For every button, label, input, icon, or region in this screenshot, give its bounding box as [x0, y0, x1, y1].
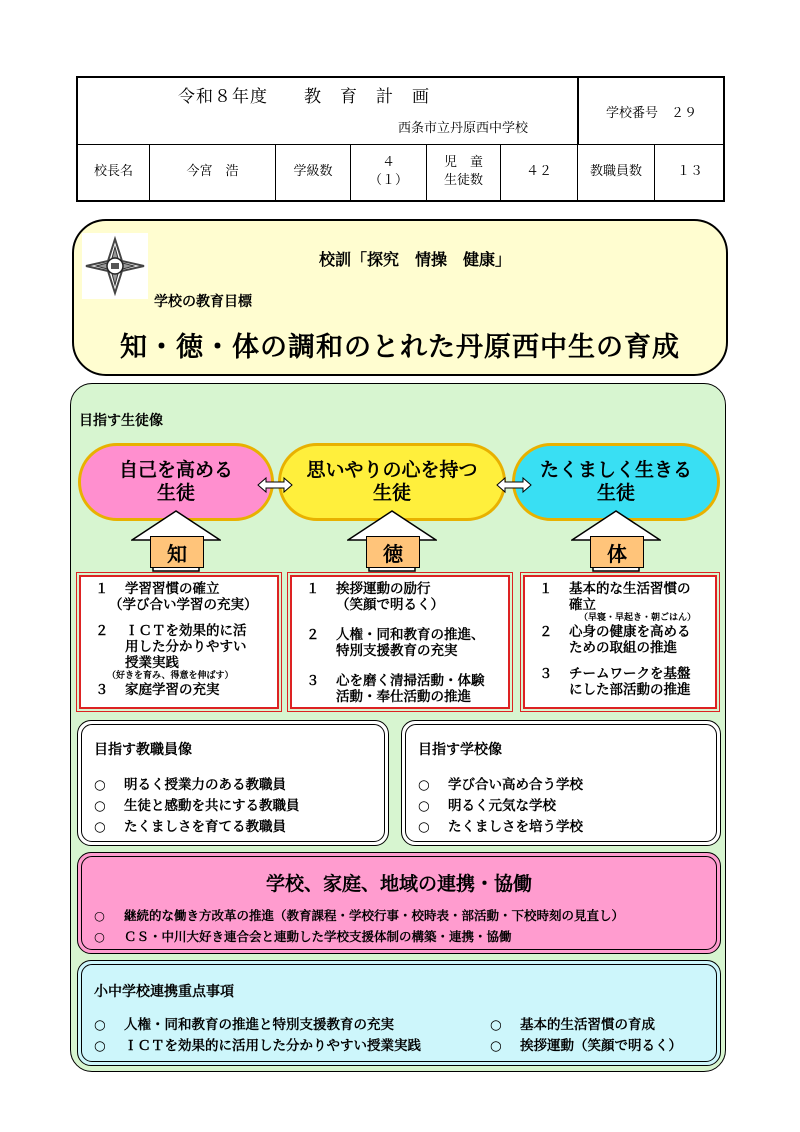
list-item: ○ 学び合い高め合う学校: [418, 777, 583, 793]
list-item: ○ たくましさを育てる教職員: [94, 819, 286, 835]
list-item: ○ 明るく元気な学校: [418, 798, 556, 814]
classes-value: ４: [381, 155, 395, 170]
pill-self-improve: 自己を高める 生徒: [78, 443, 274, 521]
list-item: ○ 挨拶運動（笑顔で明るく）: [490, 1038, 682, 1054]
title-cell: [78, 78, 578, 144]
list-knowledge: １ 学習習慣の確立 （学び合い学習の充実） ２ ＩＣＴを効果的に活 用した分かりやすい 授業実践 （好きを育み、得意を伸ばす） ３ 家庭学習の充実: [79, 575, 279, 709]
pill-compassion: 思いやりの心を持つ 生徒: [278, 443, 506, 521]
badge-virtue: 徳: [366, 536, 420, 568]
goal-label: 学校の教育目標: [154, 294, 252, 310]
classes-value-cell: [351, 144, 427, 200]
double-arrow-icon: [257, 476, 293, 494]
list-item: １ 学習習慣の確立: [95, 581, 220, 597]
list-body: １ 基本的な生活習慣の 確立 （早寝・早起き・朝ごはん） ２ 心身の健康を高める ための取組の推進 ３ チームワークを基盤 にした部活動の推進: [523, 575, 717, 709]
list-item: ２ 人権・同和教育の推進、: [306, 627, 485, 643]
students-heading: 目指す生徒像: [79, 413, 163, 429]
priority-heading: 小中学校連携重点事項: [94, 984, 234, 1000]
school-number: 学校番号 ２９: [605, 105, 697, 121]
priority-box: [77, 960, 721, 1066]
header-table: [76, 76, 725, 202]
list-item: ○ 継続的な働き方改革の推進（教育課程・学校行事・校時表・部活動・下校時刻の見直し）: [94, 908, 625, 923]
list-item: １ 挨拶運動の励行: [306, 581, 431, 597]
cooperation-box: [77, 852, 721, 954]
school-name: 西条市立丹原西中学校: [398, 121, 529, 136]
list-item: ２ ＩＣＴを効果的に活: [95, 623, 247, 639]
list-item: ○ 生徒と感動を共にする教職員: [94, 798, 300, 814]
badge-body: 体: [590, 536, 644, 568]
cooperation-heading: 学校、家庭、地域の連携・協働: [265, 873, 532, 895]
classes-sub: （１）: [368, 173, 408, 188]
main-panel: [70, 383, 726, 1072]
staff-value: １３: [676, 164, 703, 179]
list-note: （好きを育み、得意を伸ばす）: [107, 671, 234, 681]
students-value: ４２: [501, 144, 578, 200]
list-item: ○ たくましさを培う学校: [418, 819, 583, 835]
list-item-sub: （学び合い学習の充実）: [109, 597, 258, 613]
staff-label: 教職員数: [578, 144, 655, 200]
list-item: １ 基本的な生活習慣の: [539, 581, 691, 597]
list-item: ○ ＩＣＴを効果的に活用した分かりやすい授業実践: [94, 1038, 421, 1054]
list-item: ○ 明るく授業力のある教職員: [94, 777, 286, 793]
principal-label: 校長名: [78, 144, 150, 200]
classes-label: 学級数: [276, 144, 351, 200]
badge-knowledge: 知: [150, 536, 204, 568]
pill-resilience: たくましく生きる 生徒: [512, 443, 720, 521]
list-item: ３ 心を磨く清掃活動・体験: [306, 673, 485, 689]
school-box: [401, 720, 721, 846]
list-item: ○ 人権・同和教育の推進と特別支援教育の充実: [94, 1017, 394, 1033]
list-note: （早寝・早起き・朝ごはん）: [579, 613, 697, 623]
list-item: ○ 基本的生活習慣の育成: [490, 1017, 655, 1033]
staff-heading: 目指す教職員像: [94, 742, 192, 758]
principal-name: 今宮 浩: [150, 144, 276, 200]
school-heading: 目指す学校像: [418, 742, 502, 758]
double-arrow-icon: [496, 476, 532, 494]
list-item: ３ チームワークを基盤: [539, 666, 691, 682]
list-item: ３ 家庭学習の充実: [95, 682, 220, 698]
list-item: ○ ＣＳ・中川大好き連合会と連動した学校支援体制の構築・連携・協働: [94, 929, 512, 944]
plan-title: 令和８年度 教 育 計 画: [178, 87, 430, 107]
list-item: ２ 心身の健康を高める: [539, 624, 691, 640]
school-motto: 校訓「探究 情操 健康」: [318, 250, 511, 269]
staff-box: [77, 720, 389, 846]
motto-box: [72, 219, 728, 376]
students-label: 児 童 生徒数: [427, 144, 501, 200]
education-goal: 知・徳・体の調和のとれた丹原西中生の育成: [120, 332, 680, 363]
list-virtue: １ 挨拶運動の励行 （笑顔で明るく） ２ 人権・同和教育の推進、 特別支援教育の充実 ３ 心を磨く清掃活動・体験 活動・奉仕活動の推進: [290, 575, 510, 709]
